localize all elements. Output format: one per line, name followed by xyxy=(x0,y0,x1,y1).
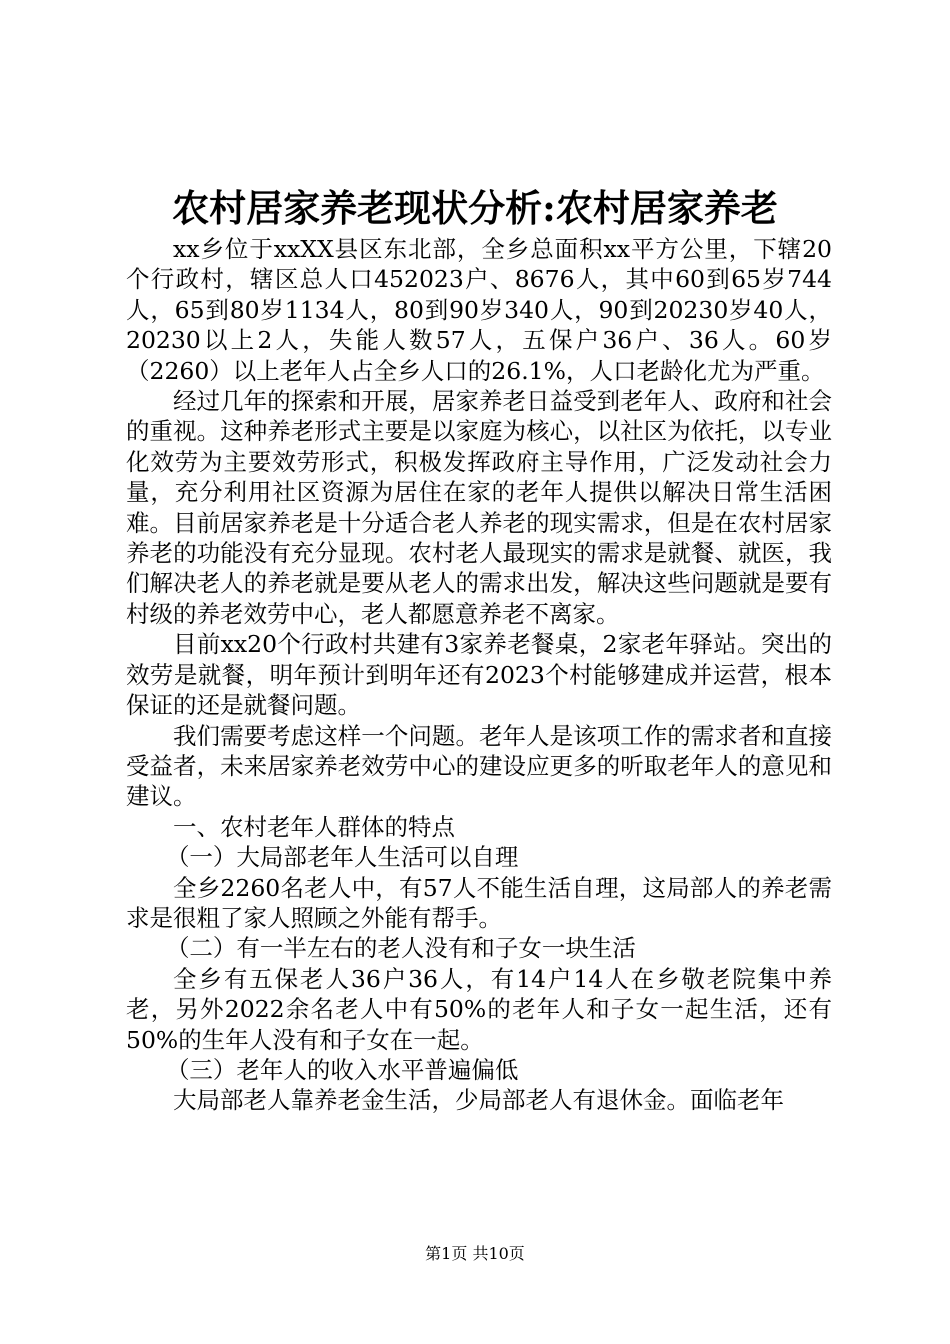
section-heading-characteristics: 一、农村老年人群体的特点 xyxy=(173,812,455,841)
paragraph-exploration: 经过几年的探索和开展，居家养老日益受到老年人、政府和社会的重视。这种养老形式主要是以家庭为核心，以社区为依托，以专业化效劳为主要效劳形式，积极发挥政府主导作用，广泛发动社会力量，充分利用社区资源为居住在家的老年人提供以解决日常生活困难。目前居家养老是十分适合老人养老的现实需求，但是在农村居家养老的功能没有充分显现。农村老人最现实的需求是就餐、就医，我们解决老人的养老就是要从老人的需求出发，解决这些问题就是要有村级的养老效劳中心，老人都愿意养老不离家。 xyxy=(126,387,832,628)
subheading-income: （三）老年人的收入水平普遍偏低 xyxy=(165,1055,519,1084)
page-number-footer: 第1页 共10页 xyxy=(425,1244,525,1263)
document-body xyxy=(126,234,832,1116)
subheading-self-care: （一）大局部老年人生活可以自理 xyxy=(165,843,519,872)
document-title: 农村居家养老现状分析:农村居家养老 xyxy=(172,186,778,230)
paragraph-overview: xx乡位于xxXX县区东北部，全乡总面积xx平方公里，下辖20个行政村，辖区总人口452023户、8676人，其中60到65岁744人，65到80岁1134人，80到90岁340人，90到20230岁40人，20230以上2人，失能人数57人，五保户36户、36人。60岁（2260）以上老年人占全乡人口的26.1%，人口老龄化尤为严重。 xyxy=(126,235,832,385)
paragraph-living-alone: 全乡有五保老人36户36人，有14户14人在乡敬老院集中养老，另外2022余名老人中有50%的老年人和子女一起生活，还有50%的生年人没有和子女在一起。 xyxy=(126,964,832,1054)
paragraph-self-care: 全乡2260名老人中，有57人不能生活自理，这局部人的养老需求是很粗了家人照顾之外能有帮手。 xyxy=(126,873,832,932)
paragraph-current-status: 目前xx20个行政村共建有3家养老餐桌，2家老年驿站。突出的效劳是就餐，明年预计到明年还有2023个村能够建成并运营，根本保证的还是就餐问题。 xyxy=(126,630,832,720)
subheading-living-alone: （二）有一半左右的老人没有和子女一块生活 xyxy=(165,934,636,963)
paragraph-consideration: 我们需要考虑这样一个问题。老年人是该项工作的需求者和直接受益者，未来居家养老效劳中心的建设应更多的听取老年人的意见和建议。 xyxy=(126,721,832,811)
paragraph-income: 大局部老人靠养老金生活，少局部老人有退休金。面临老年 xyxy=(173,1086,784,1115)
